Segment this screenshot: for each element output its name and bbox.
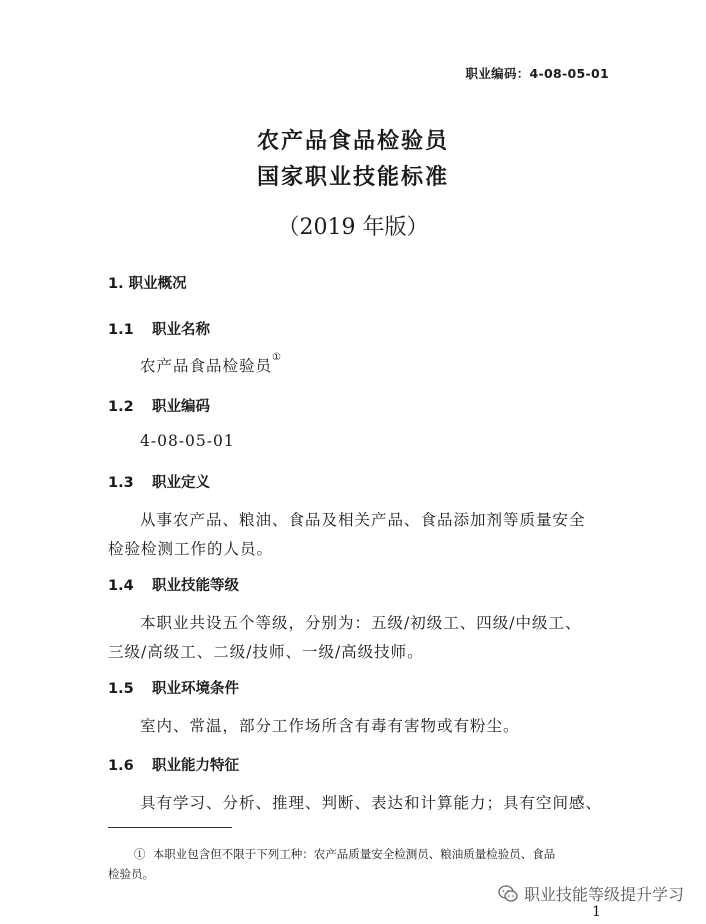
section-heading-overview: 1. 职业概况: [108, 276, 187, 292]
footnote-divider: [108, 827, 232, 828]
section-number: 1.2: [108, 399, 134, 415]
section-number: 1.3: [108, 475, 134, 491]
occupation-code-value: 4-08-05-01: [140, 432, 235, 450]
footnote-text: 本职业包含但不限于下列工种：农产品质量安全检测员、粮油质量检验员、食品: [152, 847, 556, 861]
section-number: 1.1: [108, 322, 134, 338]
section-label: 职业环境条件: [152, 681, 239, 697]
section-label: 职业定义: [152, 475, 210, 491]
ability-text: 具有学习、分析、推理、判断、表达和计算能力；具有空间感、: [140, 794, 603, 812]
section-1-5-heading: [108, 677, 239, 698]
footnote-line2: 检验员。: [108, 867, 154, 881]
wechat-icon: [498, 884, 518, 904]
edition-label: （2019 年版）: [277, 215, 429, 240]
document-title-line1: 农产品食品检验员: [256, 129, 449, 154]
page-number: 1: [592, 904, 601, 920]
definition-line1: 从事农产品、粮油、食品及相关产品、食品添加剂等质量安全: [140, 511, 586, 529]
footnote-reference[interactable]: ①: [272, 352, 282, 363]
section-1-3-heading: [108, 471, 210, 492]
section-label: 职业编码: [152, 399, 210, 415]
occupation-name: [140, 354, 282, 376]
section-1-4-heading: [108, 574, 239, 595]
section-1-1-heading: [108, 318, 210, 339]
environment-text: 室内、常温，部分工作场所含有毒有害物或有粉尘。: [140, 717, 520, 735]
occupation-name-text: 农产品食品检验员: [140, 357, 273, 375]
section-number: 1.4: [108, 578, 134, 594]
footnote-mark: ①: [134, 847, 146, 861]
levels-line2: 三级/高级工、二级/技师、一级/高级技师。: [108, 643, 424, 661]
watermark: [498, 882, 684, 905]
section-number: 1.6: [108, 758, 134, 774]
section-label: 职业名称: [152, 322, 210, 338]
watermark-text: 职业技能等级提升学习: [523, 885, 684, 904]
section-label: 职业能力特征: [152, 758, 239, 774]
section-1-6-heading: [108, 754, 239, 775]
section-label: 职业技能等级: [152, 578, 239, 594]
section-1-2-heading: [108, 395, 210, 416]
levels-line1: 本职业共设五个等级，分别为：五级/初级工、四级/中级工、: [140, 614, 582, 632]
section-number: 1.5: [108, 681, 134, 697]
occupation-code-header: 职业编码：4-08-05-01: [465, 66, 609, 81]
document-title-line2: 国家职业技能标准: [256, 165, 449, 190]
definition-line2: 检验检测工作的人员。: [108, 540, 274, 558]
footnote-line1: [134, 846, 555, 862]
